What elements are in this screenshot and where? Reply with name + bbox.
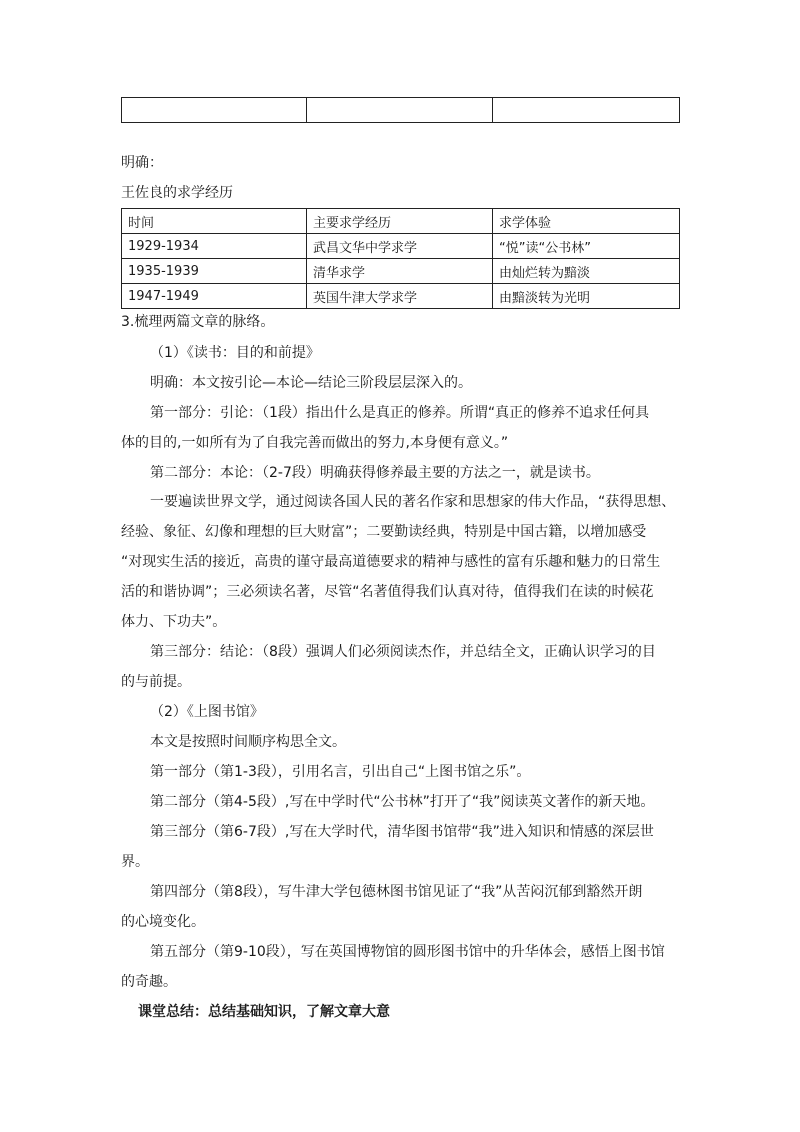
table-cell: “悦”读“公书林” [493, 234, 680, 259]
header-feeling: 求学体验 [493, 209, 680, 234]
table-cell [122, 98, 307, 123]
paragraph-line: 第五部分（第9-10段），写在英国博物馆的圆形图书馆中的升华体会，感悟上图书馆 [150, 944, 665, 960]
paragraph-line: 经验、象征、幻像和理想的巨大财富”；二要勤读经典，特别是中国古籍，以增加感受 [121, 524, 647, 540]
table-row [122, 234, 680, 259]
table-cell: 1947-1949 [122, 284, 307, 309]
part2-intro: 本文是按照时间顺序构思全文。 [150, 734, 346, 750]
empty-table-row [121, 97, 680, 123]
table-cell: 由灿烂转为黯淡 [493, 259, 680, 284]
paragraph-line: 的奇趣。 [121, 974, 177, 990]
section-heading: 3.梳理两篇文章的脉络。 [121, 314, 275, 330]
table-header-row [122, 209, 680, 234]
table-row [122, 259, 680, 284]
paragraph-line: 第三部分：结论：（8段）强调人们必须阅读杰作，并总结全文，正确认识学习的目 [150, 644, 656, 660]
header-time: 时间 [122, 209, 307, 234]
clarify-label: 明确： [121, 155, 163, 171]
table-row [122, 98, 680, 123]
table-cell: 由黯淡转为光明 [493, 284, 680, 309]
paragraph-line: 第一部分（第1-3段），引用名言，引出自己“上图书馆之乐”。 [150, 764, 531, 780]
table-cell: 1935-1939 [122, 259, 307, 284]
paragraph-line: 的与前提。 [121, 674, 191, 690]
paragraph-line: 一要遍读世界文学，通过阅读各国人民的著名作家和思想家的伟大作品，“获得思想、 [150, 494, 676, 510]
paragraph-line: 体的目的,一如所有为了自我完善而做出的努力,本身便有意义。” [121, 435, 509, 451]
paragraph-line: 第二部分：本论：（2-7段）明确获得修养最主要的方法之一，就是读书。 [150, 465, 600, 481]
paragraph-line: 第二部分（第4-5段）,写在中学时代“公书林”打开了“我”阅读英文著作的新天地。 [150, 794, 655, 810]
paragraph-line: 第三部分（第6-7段）,写在大学时代，清华图书馆带“我”进入知识和情感的深层世 [150, 824, 654, 840]
table-cell: 英国牛津大学求学 [307, 284, 493, 309]
table-cell: 清华求学 [307, 259, 493, 284]
part1-title: （1）《读书：目的和前提》 [150, 345, 320, 361]
part2-title: （2）《上图书馆》 [150, 704, 264, 720]
paragraph-line: 界。 [121, 854, 149, 870]
paragraph-line: 第四部分（第8段），写牛津大学包德林图书馆见证了“我”从苦闷沉郁到豁然开朗 [150, 884, 643, 900]
paragraph-line: 活的和谐协调”；三必须读名著，尽管“名著值得我们认真对待，值得我们在读的时候花 [121, 584, 654, 600]
part1-clarify: 明确：本文按引论—本论—结论三阶段层层深入的。 [150, 375, 472, 391]
class-summary: 课堂总结：总结基础知识，了解文章大意 [138, 1004, 390, 1020]
paragraph-line: 的心境变化。 [121, 914, 205, 930]
table-cell [493, 98, 680, 123]
table-row [122, 284, 680, 309]
table-cell [307, 98, 493, 123]
paragraph-line: “对现实生活的接近，高贵的谨守最高道德要求的精神与感性的富有乐趣和魅力的日常生 [121, 554, 661, 570]
table-title: 王佐良的求学经历 [121, 185, 233, 201]
table-cell: 武昌文华中学求学 [307, 234, 493, 259]
paragraph-line: 体力、下功夫”。 [121, 614, 227, 630]
history-table [121, 208, 680, 309]
header-experience: 主要求学经历 [307, 209, 493, 234]
paragraph-line: 第一部分：引论：（1段）指出什么是真正的修养。所谓“真正的修养不追求任何具 [150, 405, 650, 421]
table-cell: 1929-1934 [122, 234, 307, 259]
